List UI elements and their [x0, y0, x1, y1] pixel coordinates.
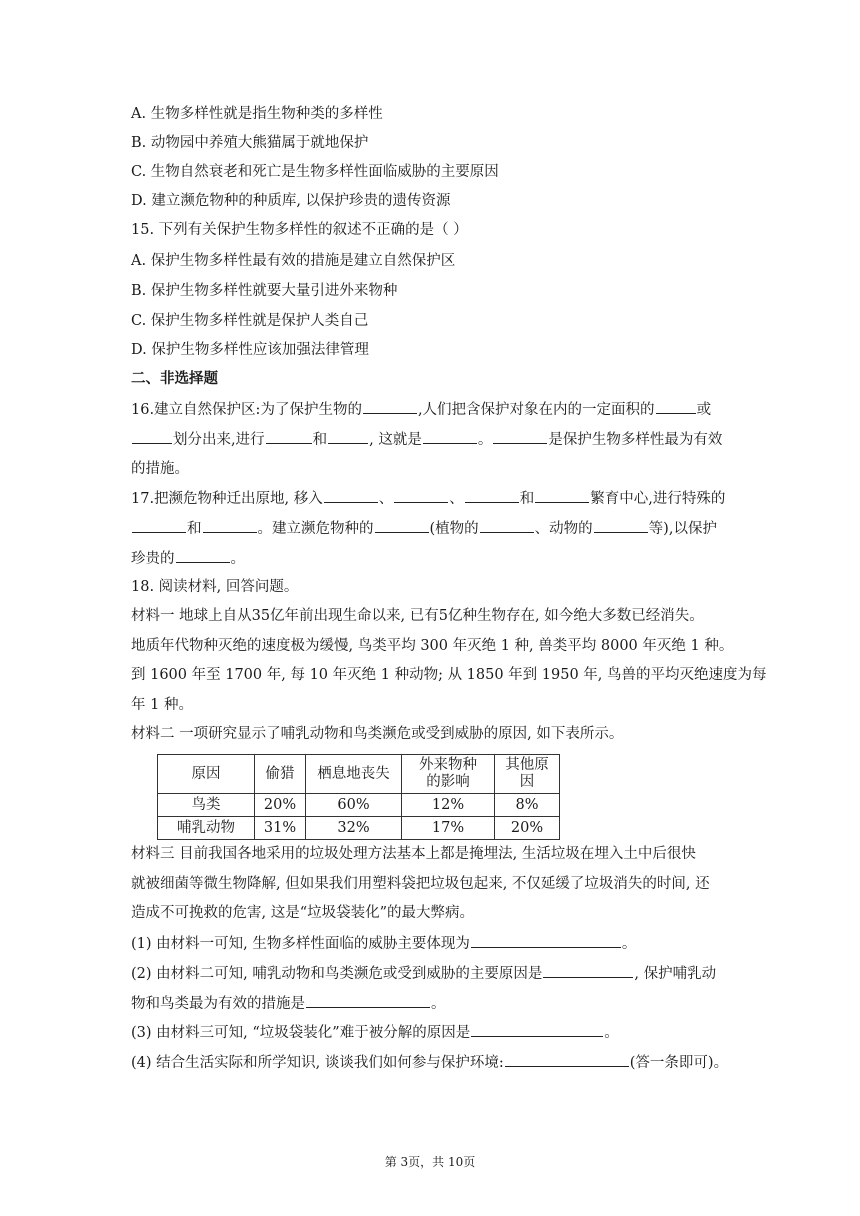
- material-2: 材料二 一项研究显示了哺乳动物和鸟类濒危或受到威胁的原因, 如下表所示。: [131, 726, 624, 742]
- q16-text: 。: [477, 432, 493, 448]
- table-cell: 17%: [402, 817, 495, 840]
- q17-text: 和: [187, 521, 202, 537]
- answer-blank[interactable]: [176, 547, 230, 563]
- answer-blank[interactable]: [656, 398, 696, 414]
- answer-blank[interactable]: [266, 428, 312, 444]
- q16-text: , 这就是: [369, 432, 422, 448]
- material-3-line-2: 就被细菌等微生物降解, 但如果我们用塑料袋把垃圾包起来, 不仅延缓了垃圾消失的时间, 还: [131, 876, 710, 892]
- sub-question-text: 。: [431, 996, 446, 1012]
- q14-option-c: C. 生物自然衰老和死亡是生物多样性面临威胁的主要原因: [131, 164, 499, 180]
- sub-question-text: (1) 由材料一可知, 生物多样性面临的威胁主要体现为: [131, 936, 470, 952]
- answer-blank[interactable]: [394, 487, 448, 503]
- q16-text: 和: [312, 432, 328, 448]
- header-text: 的影响: [426, 774, 470, 790]
- q15-option-d: D. 保护生物多样性应该加强法律管理: [131, 342, 369, 358]
- answer-blank[interactable]: [363, 398, 417, 414]
- answer-blank[interactable]: [505, 1051, 629, 1067]
- q15-stem: 15. 下列有关保护生物多样性的叙述不正确的是（ ）: [131, 222, 468, 238]
- answer-blank[interactable]: [594, 517, 648, 533]
- material-1-line-1: 材料一 地球上自从35亿年前出现生命以来, 已有5亿种生物存在, 如今绝大多数已经消失。: [131, 608, 704, 624]
- q17-text: 、动物的: [534, 521, 593, 537]
- table-header-cell: 原因: [158, 755, 255, 794]
- q14-option-d: D. 建立濒危物种的种质库, 以保护珍贵的遗传资源: [131, 193, 451, 209]
- sub-question-text: 。: [621, 936, 637, 952]
- table-header-cell: 偷猎: [255, 755, 306, 794]
- table-header-row: [158, 755, 560, 794]
- q17-text: 珍贵的: [131, 551, 175, 567]
- material-1-line-3: 到 1600 年至 1700 年, 每 10 年灭绝 1 种动物; 从 1850 年到 1950 年, 鸟兽的平均灭绝速度为每: [131, 667, 767, 683]
- table-cell: 20%: [495, 817, 560, 840]
- q17-line-3: [131, 547, 800, 570]
- answer-blank[interactable]: [306, 992, 430, 1008]
- q16-text: 或: [696, 402, 712, 418]
- answer-blank[interactable]: [328, 428, 368, 444]
- sub-question-text: 物和鸟类最为有效的措施是: [131, 996, 305, 1012]
- sub-question-text: (答一条即可)。: [629, 1055, 729, 1071]
- q18-sub-1: [131, 932, 800, 955]
- answer-blank[interactable]: [471, 932, 621, 948]
- q16-text: ,人们把含保护对象在内的一定面积的: [417, 402, 655, 418]
- material-1-line-4: 年 1 种。: [131, 697, 193, 713]
- q15-option-c: C. 保护生物多样性就是保护人类自己: [131, 313, 369, 329]
- q16-text: 是保护生物多样性最为有效: [548, 432, 723, 448]
- answer-blank[interactable]: [543, 962, 633, 978]
- q17-text: (植物的: [429, 521, 479, 537]
- table-cell: 12%: [402, 794, 495, 817]
- q18-stem: 18. 阅读材料, 回答问题。: [131, 579, 299, 595]
- table-header-cell: 栖息地丧失: [306, 755, 402, 794]
- material-1-line-2: 地质年代物种灭绝的速度极为缓慢, 鸟类平均 300 年灭绝 1 种, 兽类平均 8000 年灭绝 1 种。: [131, 638, 734, 654]
- answer-blank[interactable]: [132, 517, 186, 533]
- table-cell: 32%: [306, 817, 402, 840]
- table-cell: 8%: [495, 794, 560, 817]
- answer-blank[interactable]: [535, 487, 589, 503]
- answer-blank[interactable]: [375, 517, 429, 533]
- header-text: 外来物种: [419, 757, 477, 773]
- table-cell: 60%: [306, 794, 402, 817]
- q17-line-1: [131, 487, 800, 510]
- table-cell: 20%: [255, 794, 306, 817]
- table-header-cell: [402, 755, 495, 794]
- answer-blank[interactable]: [465, 487, 519, 503]
- q17-line-2: [131, 517, 800, 540]
- q18-sub-4: [131, 1051, 800, 1074]
- table-cell: 鸟类: [158, 794, 255, 817]
- answer-blank[interactable]: [132, 428, 172, 444]
- q18-sub-3: [131, 1021, 800, 1044]
- q15-option-b: B. 保护生物多样性就要大量引进外来物种: [131, 283, 398, 299]
- sub-question-text: (3) 由材料三可知, “垃圾袋装化”难于被分解的原因是: [131, 1025, 471, 1041]
- answer-blank[interactable]: [324, 487, 378, 503]
- q17-text: 等),以保护: [648, 521, 717, 537]
- answer-blank[interactable]: [203, 517, 257, 533]
- q17-text: 、: [378, 491, 394, 507]
- q18-sub-2-cont: [131, 992, 800, 1015]
- q16-text: 划分出来,进行: [173, 432, 265, 448]
- q17-text: 。建立濒危物种的: [257, 521, 374, 537]
- q14-option-b: B. 动物园中养殖大熊猫属于就地保护: [131, 135, 369, 151]
- q17-text: 繁育中心,进行特殊的: [590, 491, 726, 507]
- table-row: [158, 794, 560, 817]
- q14-option-a: A. 生物多样性就是指生物种类的多样性: [131, 106, 383, 122]
- answer-blank[interactable]: [423, 428, 477, 444]
- answer-blank[interactable]: [480, 517, 534, 533]
- q17-text: 17.把濒危物种迁出原地, 移入: [131, 491, 323, 507]
- q17-text: 。: [230, 551, 245, 567]
- sub-question-text: 。: [604, 1025, 619, 1041]
- q16-text: 16.建立自然保护区:为了保护生物的: [131, 402, 362, 418]
- sub-question-text: , 保护哺乳动: [634, 966, 717, 982]
- threat-causes-table: [157, 754, 560, 840]
- q15-option-a: A. 保护生物多样性最有效的措施是建立自然保护区: [131, 253, 456, 269]
- answer-blank[interactable]: [493, 428, 547, 444]
- sub-question-text: (4) 结合生活实际和所学知识, 谈谈我们如何参与保护环境:: [131, 1055, 504, 1071]
- material-3-line-3: 造成不可挽救的危害, 这是“垃圾袋装化”的最大弊病。: [131, 905, 475, 921]
- sub-question-text: (2) 由材料二可知, 哺乳动物和鸟类濒危或受到威胁的主要原因是: [131, 966, 543, 982]
- material-3-line-1: 材料三 目前我国各地采用的垃圾处理方法基本上都是掩埋法, 生活垃圾在埋入土中后很快: [131, 846, 696, 862]
- table-row: [158, 817, 560, 840]
- section-title: 二、非选择题: [131, 370, 218, 387]
- q18-sub-2: [131, 962, 800, 985]
- q16-line-1: [131, 398, 800, 421]
- table-cell: 哺乳动物: [158, 817, 255, 840]
- answer-blank[interactable]: [471, 1021, 603, 1037]
- page-footer: 第 3页，共 10页: [384, 1155, 476, 1169]
- q16-line-3: 的措施。: [131, 461, 189, 477]
- table-header-cell: 其他原因: [495, 755, 560, 794]
- q16-line-2: [131, 428, 800, 451]
- table-cell: 31%: [255, 817, 306, 840]
- q17-text: 、: [449, 491, 464, 507]
- q17-text: 和: [519, 491, 535, 507]
